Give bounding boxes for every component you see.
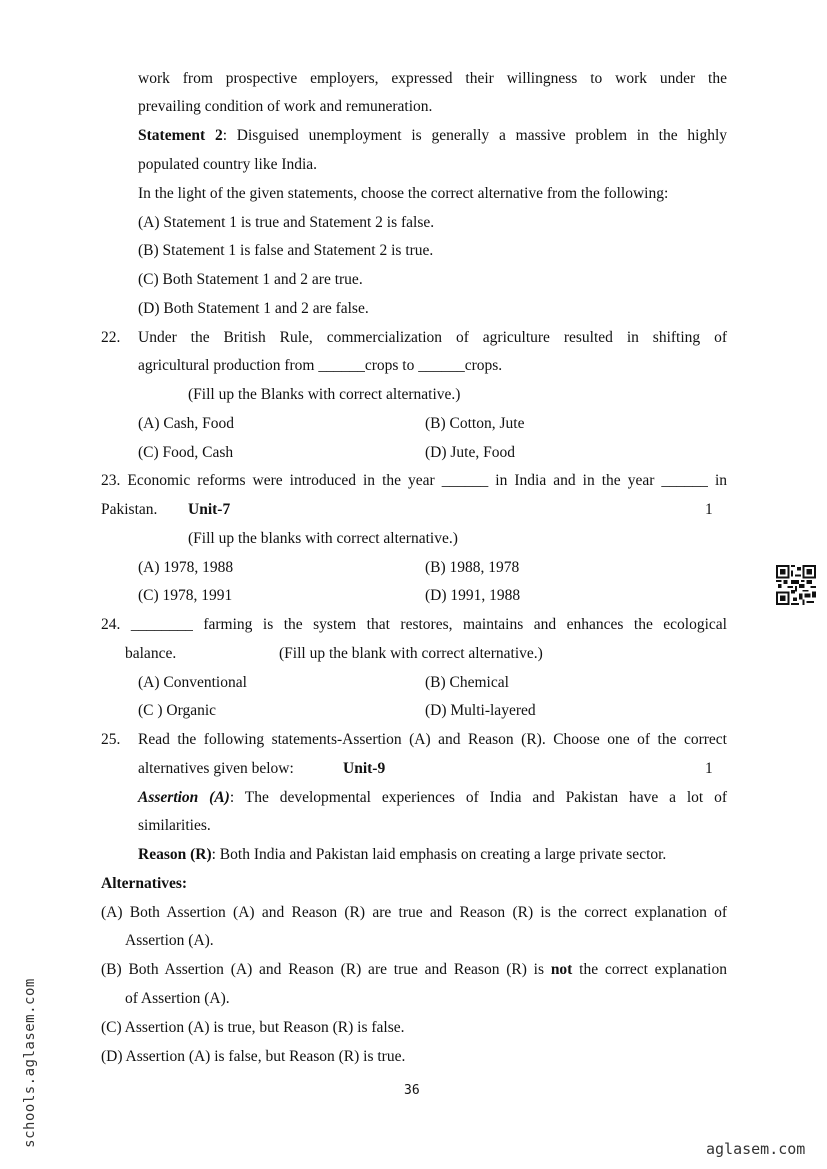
alt-b-not: not [550,961,573,978]
q23-instruction: (Fill up the blanks with correct alternative.) [188,530,458,547]
alternatives-heading: Alternatives: [101,875,188,892]
q25-number: 25. [101,731,121,748]
q24-option-b: (B) Chemical [425,674,509,691]
q24-instruction: (Fill up the blank with correct alternative.) [279,645,543,662]
q21-statement2-line2: populated country like India. [138,156,318,173]
q23-option-c: (C) 1978, 1991 [138,587,233,604]
alt-a-line1: (A) Both Assertion (A) and Reason (R) are true and Reason (R) is the correct explanation of [101,904,727,921]
q23-line1: 23. Economic reforms were introduced in the year ______ in India and in the year ______ in [101,472,727,489]
alt-a-line2: Assertion (A). [125,932,214,949]
q24-option-d: (D) Multi-layered [425,702,536,719]
alt-b-post: the correct explanation [572,961,727,978]
alt-d: (D) Assertion (A) is false, but Reason (R) is true. [101,1048,406,1065]
statement2-text: : Disguised unemployment is generally a massive problem in the highly [222,127,727,144]
q21-line1: work from prospective employers, expressed their willingness to work under the [138,70,727,87]
q24-option-a: (A) Conventional [138,674,247,691]
q23-option-b: (B) 1988, 1978 [425,559,520,576]
q22-instruction: (Fill up the Blanks with correct alternative.) [188,386,461,403]
q25-line2: alternatives given below: [138,760,294,777]
q21-option-a: (A) Statement 1 is true and Statement 2 is false. [138,214,435,231]
q23-option-d: (D) 1991, 1988 [425,587,521,604]
q25-marks: 1 [705,760,713,777]
q25-unit: Unit-9 [343,760,386,777]
q25-line1: Read the following statements-Assertion (A) and Reason (R). Choose one of the correct [138,731,727,748]
qr-code-icon[interactable] [776,565,816,605]
q22-line2: agricultural production from ______crops to ______crops. [138,357,503,374]
statement2-label: Statement 2 [138,127,223,144]
alt-c: (C) Assertion (A) is true, but Reason (R) is false. [101,1019,405,1036]
q21-line2: prevailing condition of work and remuneration. [138,98,433,115]
watermark-left: schools.aglasem.com [21,978,38,1148]
assertion-text: : The developmental experiences of India and Pakistan have a lot of [229,789,728,806]
q25-reason [138,845,666,865]
q23-unit: Unit-7 [188,501,231,518]
q22-option-a: (A) Cash, Food [138,415,235,432]
page-number: 36 [404,1083,420,1098]
q22-option-d: (D) Jute, Food [425,444,515,461]
alt-b-pre: (B) Both Assertion (A) and Reason (R) are true and Reason (R) is [101,961,551,978]
reason-label: Reason (R) [138,846,212,863]
q21-option-d: (D) Both Statement 1 and 2 are false. [138,300,369,317]
alt-b-line2: of Assertion (A). [125,990,230,1007]
q22-option-c: (C) Food, Cash [138,444,234,461]
q22-line1: Under the British Rule, commercialization of agriculture resulted in shifting of [138,329,727,346]
watermark-right: aglasem.com [706,1140,806,1158]
q21-statement2 [138,126,727,146]
q23-option-a: (A) 1978, 1988 [138,559,234,576]
q22-option-b: (B) Cotton, Jute [425,415,525,432]
q25-assertion-line2: similarities. [138,817,211,834]
alt-b-line1 [101,960,727,980]
q25-assertion [138,788,727,808]
reason-text: : Both India and Pakistan laid emphasis on creating a large private sector. [211,846,667,863]
q24-line2-start: balance. [125,645,177,662]
q21-option-b: (B) Statement 1 is false and Statement 2 is true. [138,242,434,259]
q21-instruction: In the light of the given statements, choose the correct alternative from the following: [138,185,669,202]
q23-line2-start: Pakistan. [101,501,158,518]
q21-option-c: (C) Both Statement 1 and 2 are true. [138,271,363,288]
q24-option-c: (C ) Organic [138,702,217,719]
assertion-label: Assertion (A) [138,789,230,806]
q23-marks: 1 [705,501,713,518]
q22-number: 22. [101,329,121,346]
q24-line1: 24. ________ farming is the system that restores, maintains and enhances the ecological [101,616,727,633]
